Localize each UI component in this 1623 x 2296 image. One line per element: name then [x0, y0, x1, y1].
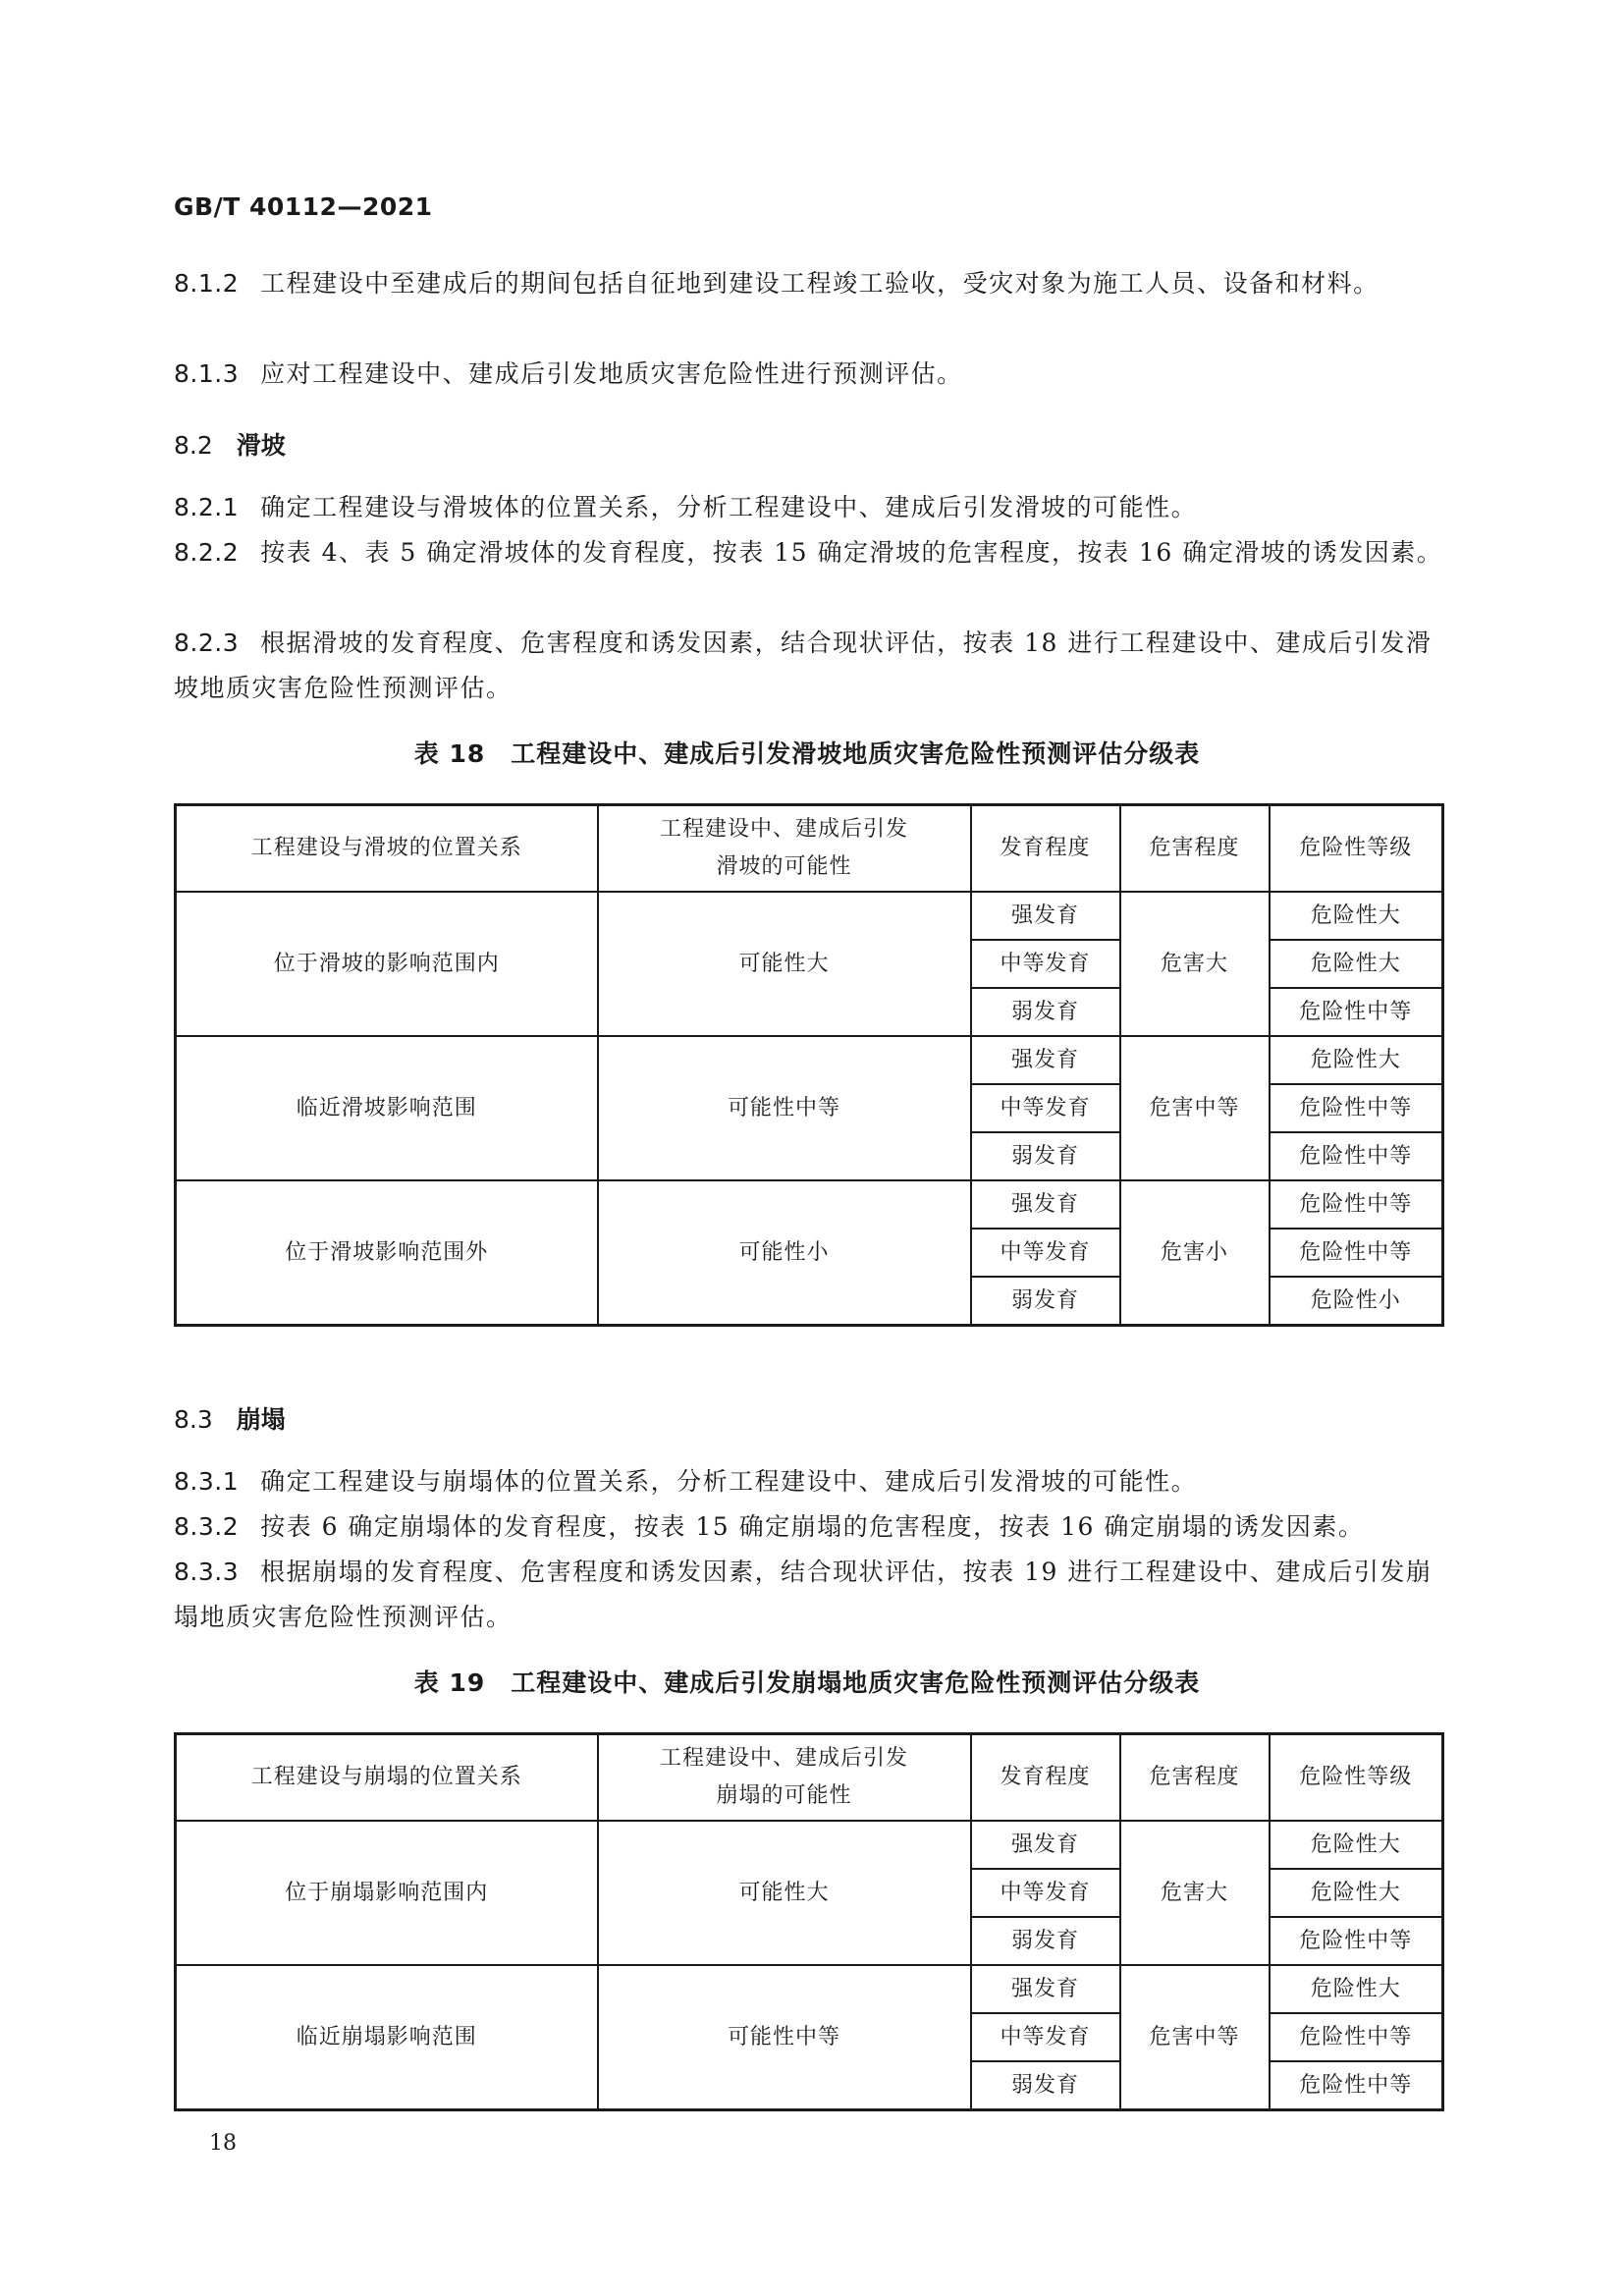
header-harm: 危害程度 [1120, 805, 1270, 893]
clause-number: 8.3.3 [174, 1558, 240, 1586]
clause-number: 8.1.2 [174, 269, 240, 298]
table-row [176, 1180, 1443, 1229]
cell-development: 弱发育 [971, 1132, 1120, 1180]
cell-development: 弱发育 [971, 988, 1120, 1036]
cell-development: 强发育 [971, 1965, 1120, 2013]
clause-text: 工程建设中至建成后的期间包括自征地到建设工程竣工验收，受灾对象为施工人员、设备和材料。 [260, 269, 1380, 298]
cell-possibility: 可能性大 [598, 1821, 971, 1965]
cell-development: 弱发育 [971, 2061, 1120, 2110]
clause-8-2-3 [174, 621, 1450, 711]
clause-8-2-2 [174, 530, 1450, 575]
clause-text: 根据崩塌的发育程度、危害程度和诱发因素，结合现状评估，按表 19 进行工程建设中、建成后引发崩塌地质灾害危险性预测评估。 [174, 1558, 1433, 1631]
section-number: 8.3 [174, 1405, 213, 1434]
cell-risk: 危险性大 [1270, 892, 1443, 940]
cell-development: 弱发育 [971, 1277, 1120, 1326]
cell-position: 位于滑坡影响范围外 [176, 1180, 598, 1326]
header-development: 发育程度 [971, 805, 1120, 893]
clause-text: 按表 6 确定崩塌体的发育程度，按表 15 确定崩塌的危害程度，按表 16 确定崩塌的诱发因素。 [260, 1512, 1365, 1541]
header-possibility-line2: 滑坡的可能性 [716, 854, 852, 879]
cell-risk: 危险性中等 [1270, 1917, 1443, 1965]
header-possibility-line1: 工程建设中、建成后引发 [659, 1746, 908, 1771]
header-possibility [598, 1734, 971, 1822]
cell-risk: 危险性中等 [1270, 1180, 1443, 1229]
cell-risk: 危险性大 [1270, 1036, 1443, 1084]
clause-number: 8.1.3 [174, 359, 240, 388]
cell-harm: 危害中等 [1120, 1965, 1270, 2110]
clause-text: 确定工程建设与崩塌体的位置关系，分析工程建设中、建成后引发滑坡的可能性。 [260, 1467, 1198, 1496]
clause-text: 根据滑坡的发育程度、危害程度和诱发因素，结合现状评估，按表 18 进行工程建设中、建成后引发滑坡地质灾害危险性预测评估。 [174, 629, 1433, 702]
clause-number: 8.2.3 [174, 629, 240, 657]
clause-number: 8.2.2 [174, 538, 240, 567]
cell-risk: 危险性大 [1270, 1869, 1443, 1917]
cell-risk: 危险性中等 [1270, 2013, 1443, 2061]
table-header-row [176, 805, 1443, 893]
table-19-caption [174, 1664, 1440, 1699]
clause-8-3-1 [174, 1459, 1450, 1504]
cell-possibility: 可能性中等 [598, 1036, 971, 1180]
cell-development: 中等发育 [971, 1084, 1120, 1132]
table-18-caption [174, 735, 1440, 770]
cell-possibility: 可能性大 [598, 892, 971, 1036]
clause-number: 8.2.1 [174, 493, 240, 521]
cell-development: 强发育 [971, 1821, 1120, 1869]
cell-development: 中等发育 [971, 2013, 1120, 2061]
cell-risk: 危险性中等 [1270, 988, 1443, 1036]
clause-text: 应对工程建设中、建成后引发地质灾害危险性进行预测评估。 [260, 359, 963, 388]
clause-number: 8.3.1 [174, 1467, 240, 1496]
cell-development: 弱发育 [971, 1917, 1120, 1965]
table-row [176, 1036, 1443, 1084]
header-harm: 危害程度 [1120, 1734, 1270, 1822]
cell-development: 强发育 [971, 892, 1120, 940]
cell-risk: 危险性中等 [1270, 1084, 1443, 1132]
header-development: 发育程度 [971, 1734, 1120, 1822]
cell-possibility: 可能性小 [598, 1180, 971, 1326]
cell-risk: 危险性大 [1270, 1965, 1443, 2013]
table-row [176, 1965, 1443, 2013]
table-19 [174, 1732, 1444, 2111]
cell-position: 位于滑坡的影响范围内 [176, 892, 598, 1036]
header-possibility [598, 805, 971, 893]
clause-8-1-3 [174, 352, 1450, 397]
clause-8-3-2 [174, 1504, 1450, 1550]
table-title: 工程建设中、建成后引发崩塌地质灾害危险性预测评估分级表 [511, 1668, 1201, 1697]
cell-risk: 危险性中等 [1270, 1229, 1443, 1277]
cell-position: 位于崩塌影响范围内 [176, 1821, 598, 1965]
cell-risk: 危险性大 [1270, 1821, 1443, 1869]
table-title: 工程建设中、建成后引发滑坡地质灾害危险性预测评估分级表 [511, 739, 1201, 768]
header-position: 工程建设与崩塌的位置关系 [176, 1734, 598, 1822]
table-label: 表 19 [413, 1668, 486, 1697]
header-possibility-line1: 工程建设中、建成后引发 [659, 817, 908, 842]
header-position: 工程建设与滑坡的位置关系 [176, 805, 598, 893]
table-18 [174, 803, 1444, 1327]
table-label: 表 18 [413, 739, 486, 768]
clause-8-1-2 [174, 261, 1450, 306]
cell-development: 中等发育 [971, 1229, 1120, 1277]
cell-harm: 危害中等 [1120, 1036, 1270, 1180]
cell-development: 强发育 [971, 1036, 1120, 1084]
header-risk: 危险性等级 [1270, 805, 1443, 893]
cell-position: 临近崩塌影响范围 [176, 1965, 598, 2110]
section-heading-8-2 [174, 426, 286, 462]
clause-text: 确定工程建设与滑坡体的位置关系，分析工程建设中、建成后引发滑坡的可能性。 [260, 493, 1198, 521]
table-row [176, 1821, 1443, 1869]
cell-harm: 危害大 [1120, 892, 1270, 1036]
clause-number: 8.3.2 [174, 1512, 240, 1541]
section-title: 滑坡 [236, 431, 286, 460]
cell-risk: 危险性中等 [1270, 2061, 1443, 2110]
cell-risk: 危险性小 [1270, 1277, 1443, 1326]
cell-risk: 危险性大 [1270, 940, 1443, 988]
cell-position: 临近滑坡影响范围 [176, 1036, 598, 1180]
table-header-row [176, 1734, 1443, 1822]
cell-development: 中等发育 [971, 940, 1120, 988]
section-title: 崩塌 [236, 1405, 286, 1434]
cell-harm: 危害大 [1120, 1821, 1270, 1965]
header-risk: 危险性等级 [1270, 1734, 1443, 1822]
clause-8-2-1 [174, 485, 1450, 530]
standard-code: GB/T 40112—2021 [174, 192, 433, 221]
header-possibility-line2: 崩塌的可能性 [716, 1783, 852, 1808]
section-heading-8-3 [174, 1400, 286, 1436]
cell-development: 强发育 [971, 1180, 1120, 1229]
clause-8-3-3 [174, 1550, 1450, 1640]
cell-risk: 危险性中等 [1270, 1132, 1443, 1180]
cell-possibility: 可能性中等 [598, 1965, 971, 2110]
cell-harm: 危害小 [1120, 1180, 1270, 1326]
table-row [176, 892, 1443, 940]
clause-text: 按表 4、表 5 确定滑坡体的发育程度，按表 15 确定滑坡的危害程度，按表 16 确定滑坡的诱发因素。 [260, 538, 1443, 567]
cell-development: 中等发育 [971, 1869, 1120, 1917]
section-number: 8.2 [174, 431, 213, 460]
page-number: 18 [209, 2131, 237, 2156]
